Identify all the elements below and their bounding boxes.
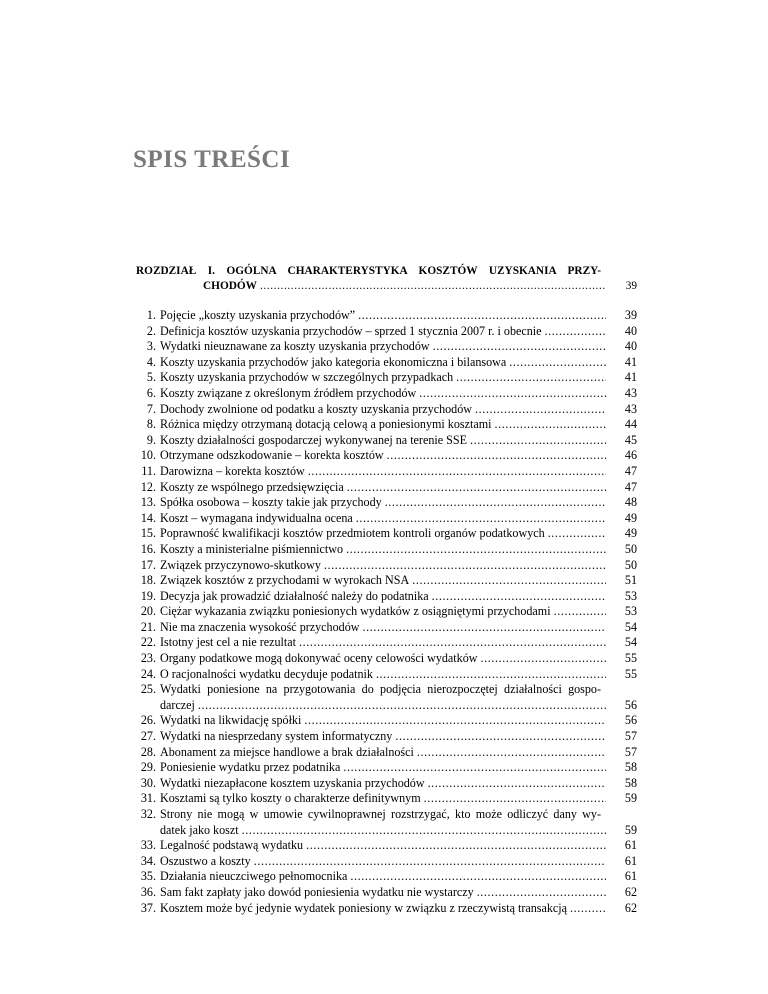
toc-entry-number: 37. [140, 900, 156, 915]
toc-entry-title: Wydatki poniesione na przygotowania do podjęcia nierozpoczętej działalności gospo- [160, 682, 601, 697]
toc-entry-title: Decyzja jak prowadzić działalność należy do podatnika [160, 588, 429, 603]
toc-entry-number: 20. [140, 604, 156, 619]
toc-entry-page-number: 54 [624, 619, 637, 634]
toc-entry-number: 33. [140, 838, 156, 853]
dot-leader [324, 558, 606, 574]
toc-entry-body [160, 682, 637, 713]
toc-entry-title: Koszty uzyskania przychodów jako kategoria ekonomiczna i bilansowa [160, 354, 507, 369]
toc-entry-number: 17. [140, 557, 156, 572]
toc-entry-number: 27. [140, 729, 156, 744]
toc-entry-page-number: 43 [624, 385, 637, 400]
toc-entry-number: 11. [141, 463, 156, 478]
toc-entry-body [160, 854, 637, 870]
toc-entry [136, 745, 637, 761]
chapter-page-number: 39 [625, 280, 637, 292]
toc-entry-line [160, 620, 637, 636]
toc-entry-page-number: 56 [624, 697, 637, 712]
toc-entry [136, 651, 637, 667]
toc-entry [136, 308, 637, 324]
toc-entry-title-continuation: datek jako koszt [160, 822, 239, 837]
toc-entry-line [160, 869, 637, 885]
toc-entry-line [160, 464, 637, 480]
toc-entry-number: 31. [140, 791, 156, 806]
toc-entry-number: 23. [140, 651, 156, 666]
toc-entry-number: 29. [140, 760, 156, 775]
dot-leader [412, 573, 606, 589]
toc-entry-page-number: 58 [624, 760, 637, 775]
toc-entry [136, 324, 637, 340]
toc-entry-page-number: 49 [624, 510, 637, 525]
toc-entry-body [160, 370, 637, 386]
toc-entry-title: Wydatki na likwidację spółki [160, 713, 302, 728]
toc-entry-body [160, 901, 637, 917]
toc-entry-title: Koszty uzyskania przychodów w szczególnych przypadkach [160, 370, 454, 385]
toc-entry [136, 526, 637, 542]
toc-entry-line [160, 402, 637, 418]
toc-entry-number: 19. [140, 588, 156, 603]
dot-leader [433, 339, 606, 355]
dot-leader [554, 604, 606, 620]
toc-entry-line [160, 698, 637, 714]
toc-entry-number: 10. [140, 448, 156, 463]
toc-entry-page-number: 59 [624, 791, 637, 806]
toc-entry-body [160, 791, 637, 807]
toc-entry-line [160, 885, 637, 901]
toc-entry [136, 589, 637, 605]
dot-leader [395, 729, 606, 745]
toc-entry-title: Nie ma znaczenia wysokość przychodów [160, 619, 360, 634]
toc-entry-number: 21. [140, 619, 156, 634]
toc-entry [136, 511, 637, 527]
toc-entry-number: 16. [140, 541, 156, 556]
toc-entry-title: Istotny jest cel a nie rezultat [160, 635, 297, 650]
toc-entry-line [160, 324, 637, 340]
toc-entry-body [160, 495, 637, 511]
dot-leader [356, 511, 606, 527]
toc-entry-title: Definicja kosztów uzyskania przychodów – sprzed 1 stycznia 2007 r. i obecnie [160, 323, 542, 338]
toc-entry-title: Organy podatkowe mogą dokonywać oceny celowości wydatków [160, 651, 478, 666]
toc-entry-number: 30. [140, 775, 156, 790]
toc-entry-body [160, 729, 637, 745]
toc-entry [136, 791, 637, 807]
toc-entry [136, 480, 637, 496]
toc-entry-number: 3. [146, 339, 156, 354]
toc-entry-page-number: 44 [624, 417, 637, 432]
toc-entry-title: Wydatki nieuznawane za koszty uzyskania przychodów [160, 339, 430, 354]
toc-entry-body [160, 308, 637, 324]
toc-entry [136, 464, 637, 480]
toc-entry-body [160, 433, 637, 449]
dot-leader [299, 635, 606, 651]
toc-entry-line [160, 854, 637, 870]
toc-entry-number: 4. [146, 354, 156, 369]
toc-entry [136, 713, 637, 729]
toc-entry-title-continuation: darczej [160, 697, 195, 712]
toc-entry [136, 838, 637, 854]
toc-entry-number: 6. [146, 385, 156, 400]
toc-entry-page-number: 56 [624, 713, 637, 728]
dot-leader [470, 433, 606, 449]
toc-entry [136, 729, 637, 745]
dot-leader [304, 713, 606, 729]
toc-entry-body [160, 573, 637, 589]
toc-entry-page-number: 57 [624, 744, 637, 759]
toc-entry [136, 339, 637, 355]
toc-entry-page-number: 48 [624, 495, 637, 510]
toc-entry-line [160, 651, 637, 667]
dot-leader [198, 698, 606, 714]
toc-entry-page-number: 59 [624, 822, 637, 837]
toc-entry-body [160, 511, 637, 527]
dot-leader [509, 355, 606, 371]
dot-leader [417, 745, 606, 761]
toc-entry-page-number: 41 [624, 370, 637, 385]
toc-entry-body [160, 807, 637, 838]
toc-entry [136, 901, 637, 917]
toc-entry-title: Koszty a ministerialne piśmiennictwo [160, 541, 344, 556]
toc-entry-page-number: 53 [624, 604, 637, 619]
toc-entry-number: 8. [146, 417, 156, 432]
toc-entry-line [160, 448, 637, 464]
chapter-title-line1: ROZDZIAŁ I. OGÓLNA CHARAKTERYSTYKA KOSZTÓW UZYSKANIA PRZY- [136, 265, 601, 277]
toc-entry-number: 26. [140, 713, 156, 728]
dot-leader [424, 791, 606, 807]
toc-entry-body [160, 713, 637, 729]
chapter-title-line2: CHODÓW [203, 280, 257, 292]
toc-entry-body [160, 558, 637, 574]
toc-entry-page-number: 62 [624, 884, 637, 899]
toc-entry-body [160, 480, 637, 496]
dot-leader [343, 760, 606, 776]
dot-leader [570, 901, 606, 917]
toc-entry-page-number: 54 [624, 635, 637, 650]
toc-entry-line [160, 589, 637, 605]
dot-leader [432, 589, 606, 605]
toc-entry [136, 682, 637, 713]
dot-leader [242, 823, 606, 839]
toc-entry-body [160, 651, 637, 667]
toc-entry-title: Poprawność kwalifikacji kosztów przedmiotem kontroli organów podatkowych [160, 526, 545, 541]
dot-leader [358, 308, 606, 324]
toc-entry-body [160, 869, 637, 885]
dot-leader [545, 324, 606, 340]
toc-entry-line [160, 542, 637, 558]
toc-entry-number: 32. [140, 807, 156, 821]
toc-entry [136, 495, 637, 511]
toc-entry-title: Legalność podstawą wydatku [160, 838, 304, 853]
toc-entry-line [160, 355, 637, 371]
toc-entry-title: Koszty związane z określonym źródłem przychodów [160, 385, 417, 400]
toc-entry [136, 386, 637, 402]
dot-leader [477, 885, 606, 901]
toc-entry-title: Kosztami są tylko koszty o charakterze definitywnym [160, 791, 421, 806]
toc-entry-title: O racjonalności wydatku decyduje podatnik [160, 666, 373, 681]
toc-entry-body [160, 526, 637, 542]
toc-entry-title: Koszt – wymagana indywidualna ocena [160, 510, 353, 525]
toc-entry-body [160, 448, 637, 464]
toc-entry-line [160, 760, 637, 776]
toc-entry [136, 604, 637, 620]
toc-entry-body [160, 355, 637, 371]
toc-entry-title: Wydatki na niesprzedany system informatyczny [160, 729, 393, 744]
toc-entry-page-number: 45 [624, 432, 637, 447]
toc-entry-page-number: 55 [624, 651, 637, 666]
toc-entry-body [160, 667, 637, 683]
toc-entry-body [160, 542, 637, 558]
toc-entry-title: Poniesienie wydatku przez podatnika [160, 760, 341, 775]
toc-entry [136, 760, 637, 776]
toc-entry-line [160, 558, 637, 574]
toc-entry-page-number: 53 [624, 588, 637, 603]
toc-entry-line [160, 480, 637, 496]
toc-entry-body [160, 386, 637, 402]
toc-entry-number: 22. [140, 635, 156, 650]
toc-entry [136, 433, 637, 449]
dot-leader [428, 776, 606, 792]
toc-entry-title: Otrzymane odszkodowanie – korekta kosztów [160, 448, 384, 463]
toc-entry-number: 5. [146, 370, 156, 385]
toc-entry-number: 18. [140, 573, 156, 588]
toc-entry-line [160, 339, 637, 355]
dot-leader [475, 402, 606, 418]
toc-entry-line [160, 308, 637, 324]
toc-entry-line [160, 573, 637, 589]
toc-entry-page-number: 39 [624, 308, 637, 322]
dot-leader [308, 464, 606, 480]
toc-entry [136, 448, 637, 464]
toc-entry-number: 13. [140, 495, 156, 510]
toc-entry-page-number: 58 [624, 775, 637, 790]
toc-entry [136, 635, 637, 651]
toc-entry-number: 9. [146, 432, 156, 447]
dot-leader [376, 667, 606, 683]
toc-entry-body [160, 885, 637, 901]
toc-entry-page-number: 40 [624, 323, 637, 338]
toc-entry-line [160, 511, 637, 527]
toc-entry-body [160, 620, 637, 636]
toc-entry-number: 7. [146, 401, 156, 416]
toc-entry-page-number: 47 [624, 463, 637, 478]
toc-entry-body [160, 402, 637, 418]
toc-entry [136, 370, 637, 386]
toc-entry-line [160, 386, 637, 402]
toc-entry [136, 667, 637, 683]
toc-entry-body [160, 838, 637, 854]
dot-leader [548, 526, 606, 542]
toc-entry-body [160, 776, 637, 792]
dot-leader [494, 417, 606, 433]
toc-entry-line [160, 526, 637, 542]
toc-entry-body [160, 604, 637, 620]
toc-entry-title: Związek przyczynowo-skutkowy [160, 557, 321, 572]
toc-entry-page-number: 51 [624, 573, 637, 588]
toc-entry-title: Ciężar wykazania związku poniesionych wydatków z osiągniętymi przychodami [160, 604, 551, 619]
toc-entry-number: 15. [140, 526, 156, 541]
toc-entry-line [160, 417, 637, 433]
toc-entry [136, 417, 637, 433]
toc-entry-number: 35. [140, 869, 156, 884]
toc-entry [136, 854, 637, 870]
toc-entry-page-number: 40 [624, 339, 637, 354]
dot-leader [385, 495, 606, 511]
toc-entry-body [160, 417, 637, 433]
dot-leader [260, 279, 606, 294]
toc-entry-page-number: 49 [624, 526, 637, 541]
toc-entry-line [160, 791, 637, 807]
dot-leader [346, 542, 606, 558]
toc-entry-title: Wydatki niezapłacone kosztem uzyskania przychodów [160, 775, 425, 790]
toc-entry-line [160, 729, 637, 745]
toc-entry-title: Związek kosztów z przychodami w wyrokach NSA [160, 573, 410, 588]
page-title: SPIS TREŚCI [133, 146, 291, 173]
dot-leader [419, 386, 606, 402]
toc-entry [136, 807, 637, 838]
toc-entry-title: Oszustwo a koszty [160, 853, 251, 868]
dot-leader [387, 448, 606, 464]
toc-entry-title: Strony nie mogą w umowie cywilnoprawnej rozstrzygać, kto może odliczyć dany wy- [160, 807, 601, 821]
toc-entry-number: 24. [140, 666, 156, 681]
chapter-heading [136, 264, 637, 294]
toc-entry [136, 776, 637, 792]
toc-entry-body [160, 745, 637, 761]
toc-entry-page-number: 55 [624, 666, 637, 681]
toc-entry-body [160, 635, 637, 651]
toc-entry-number: 34. [140, 853, 156, 868]
toc-entry-line [160, 604, 637, 620]
dot-leader [456, 370, 606, 386]
toc-entry-page-number: 62 [624, 900, 637, 915]
toc-entry-line [160, 667, 637, 683]
toc-entry-title: Różnica między otrzymaną dotacją celową a poniesionymi kosztami [160, 417, 492, 432]
toc-entry [136, 573, 637, 589]
dot-leader [481, 651, 607, 667]
toc-entry-line [160, 823, 637, 839]
toc-entry-number: 1. [146, 308, 156, 322]
dot-leader [350, 869, 606, 885]
toc-entry-line [160, 370, 637, 386]
toc-entry-line [160, 495, 637, 511]
toc-entry-title: Abonament za miejsce handlowe a brak działalności [160, 744, 414, 759]
toc-entry-body [160, 339, 637, 355]
toc-entry [136, 620, 637, 636]
toc-entry-title: Działania nieuczciwego pełnomocnika [160, 869, 348, 884]
toc-entry-title: Kosztem może być jedynie wydatek poniesiony w związku z rzeczywistą transakcją [160, 900, 568, 915]
toc-entry-number: 25. [140, 682, 156, 697]
toc-entry-line [160, 713, 637, 729]
toc-entry-title: Koszty ze wspólnego przedsięwzięcia [160, 479, 344, 494]
toc-entry [136, 542, 637, 558]
toc-entry-number: 2. [146, 323, 156, 338]
toc-entry [136, 355, 637, 371]
toc-entry-line [160, 838, 637, 854]
toc-entry-line [160, 901, 637, 917]
toc-entry-body [160, 324, 637, 340]
dot-leader [254, 854, 606, 870]
toc-entry-line [160, 635, 637, 651]
chapter-title-line2-row [136, 279, 637, 294]
toc-entry-body [160, 760, 637, 776]
toc-entry-page-number: 46 [624, 448, 637, 463]
toc-entry-title: Sam fakt zapłaty jako dowód poniesienia wydatku nie wystarczy [160, 884, 474, 899]
toc-entry-page-number: 43 [624, 401, 637, 416]
toc-entry-page-number: 47 [624, 479, 637, 494]
toc-entry-title: Spółka osobowa – koszty takie jak przychody [160, 495, 382, 510]
toc-entry-page-number: 41 [624, 354, 637, 369]
toc-entry [136, 402, 637, 418]
toc-entry-number: 14. [140, 510, 156, 525]
toc-entry-line [160, 433, 637, 449]
toc-entry-body [160, 464, 637, 480]
toc-entry-page-number: 61 [624, 869, 637, 884]
toc-entry [136, 869, 637, 885]
toc-entry-line [160, 776, 637, 792]
toc-entry-title: Dochody zwolnione od podatku a koszty uzyskania przychodów [160, 401, 473, 416]
dot-leader [362, 620, 606, 636]
toc-entry-page-number: 61 [624, 838, 637, 853]
toc-entry-title: Pojęcie „koszty uzyskania przychodów” [160, 308, 356, 322]
dot-leader [306, 838, 606, 854]
toc-entry-title: Koszty działalności gospodarczej wykonywanej na terenie SSE [160, 432, 467, 447]
toc-entry-page-number: 57 [624, 729, 637, 744]
toc-entry [136, 885, 637, 901]
toc-entry-line [160, 745, 637, 761]
toc-entry-page-number: 61 [624, 853, 637, 868]
toc-entry-body [160, 589, 637, 605]
toc-entry-page-number: 50 [624, 557, 637, 572]
toc-entry-title: Darowizna – korekta kosztów [160, 463, 305, 478]
toc-list [136, 308, 637, 916]
toc-entry-number: 28. [140, 744, 156, 759]
toc-entry-number: 12. [140, 479, 156, 494]
toc-entry-page-number: 50 [624, 541, 637, 556]
toc-entry [136, 558, 637, 574]
toc-entry-number: 36. [140, 884, 156, 899]
dot-leader [347, 480, 606, 496]
